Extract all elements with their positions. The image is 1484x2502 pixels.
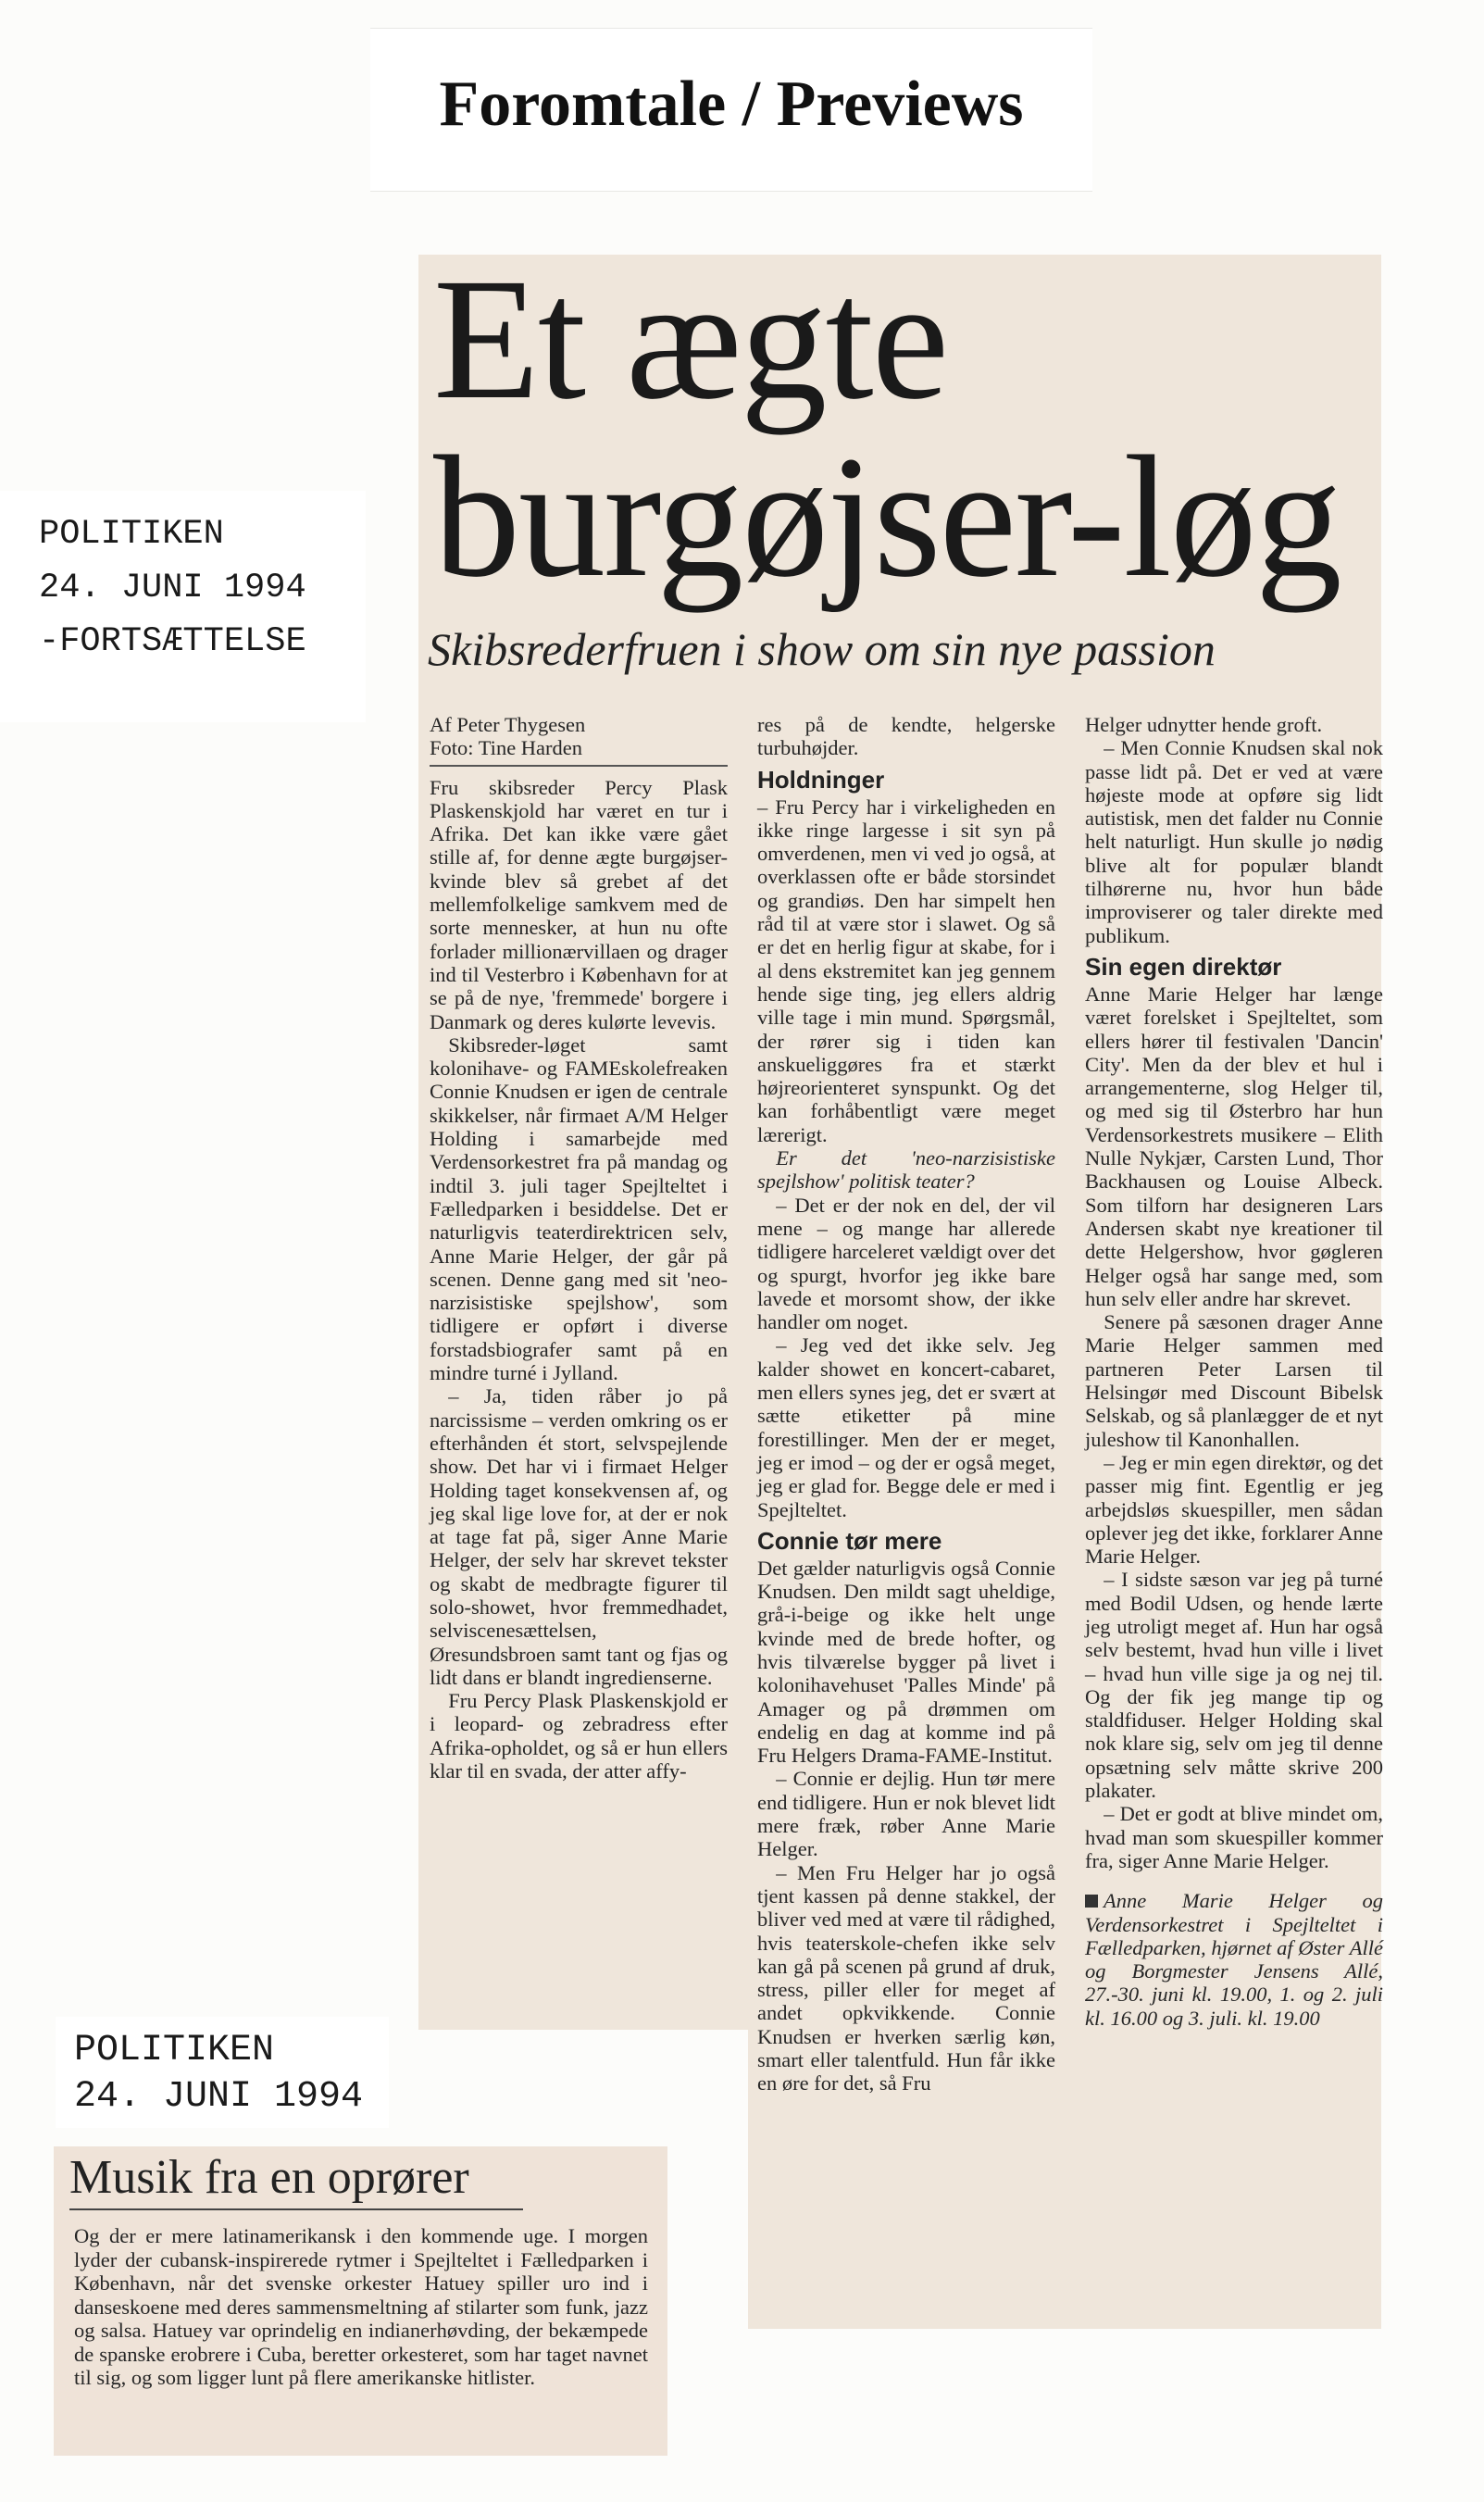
event-notice-text: Anne Marie Helger og Verdensorkestret i Spejlteltet i Fælledparken, hjørnet af Øster Allé og Borgmester Jensens Allé, 27.-30. juni kl. 19.00, 1. og 2. juli kl. 16.00 og 3. juli. kl. 19.00	[1085, 1889, 1383, 2030]
paragraph: Anne Marie Helger har længe været forelsket i Spejlteltet, som ellers hører til festivalen 'Dancin' City'. Men da der blev et hul i arrangementerne, slog Helger til, og med sig til Østerbro har hun Verdensorkestrets musikere – Elith Nulle Nykjær, Carsten Lund, Thor Backhausen og Louise Albeck. Som tilforn har designeren Lars Andersen skabt nye kreationer til dette Helgershow, hvor gøgleren Helger også har sange med, som hun selv eller andre har skrevet.	[1085, 982, 1383, 1310]
stamp-publication: POLITIKEN	[39, 515, 224, 554]
event-notice	[1085, 1889, 1383, 2030]
byline: Af Peter Thygesen	[430, 713, 586, 736]
paragraph: – Det er godt at blive mindet om, hvad man som skuespiller kommer fra, siger Anne Marie Helger.	[1085, 1802, 1383, 1872]
interview-question: Er det 'neo-narzisistiske spejlshow' politisk teater?	[757, 1146, 1055, 1194]
source-stamp-bottom	[56, 2017, 389, 2128]
stamp-date: 24. JUNI 1994	[74, 2076, 364, 2118]
photo-credit: Foto: Tine Harden	[430, 736, 583, 760]
paragraph: – I sidste sæson var jeg på turné med Bodil Udsen, og hende lærte jeg utroligt meget af. Hun har også selv bestemt, hvad hun ville i livet – hvad hun ville sige ja og nej til. Og der fik jeg mange tip og staldfiduser. Helger Holding skal nok klare sig, selv om jeg til denne opsætning selv måtte skrive 200 plakater.	[1085, 1568, 1383, 1803]
article-column-3	[1085, 713, 1383, 2030]
crosshead: Sin egen direktør	[1085, 952, 1282, 981]
paragraph: Helger udnytter hende groft.	[1085, 713, 1323, 736]
paragraph: – Fru Percy har i virkeligheden en ikke ringe largesse i sit syn på omverdenen, men vi ved jo også, at overklassen ofte er både storsindet og grandiøs. Den har simpelt hen råd til at være stor i slawet. Og så er det en herlig figur at skabe, for i al dens ekstremitet kan jeg gennem hende sige ting, jeg ellers aldrig ville tage i min mund. Spørgsmål, der rører sig i tiden kan anskueliggøres fra et stærkt højreorienteret synspunkt. Og det kan forhåbentligt være meget lærerigt.	[757, 794, 1055, 1146]
headline-line-2: burgøjser-løg	[433, 419, 1341, 613]
paragraph: – Jeg ved det ikke selv. Jeg kalder showet en koncert-cabaret, men ellers synes jeg, det er svært at sætte etiketter på mine forestillinger. Men der er meget, jeg er imod – og der er også meget, jeg er glad for. Begge dele er med i Spejlteltet.	[757, 1333, 1055, 1521]
byline-divider	[430, 765, 728, 767]
stamp-continuation: -FORTSÆTTELSE	[39, 622, 306, 661]
paragraph: – Connie er dejlig. Hun tør mere end tidligere. Hun er nok blevet lidt mere fræk, røber Anne Marie Helger.	[757, 1767, 1055, 1861]
paragraph: res på de kendte, helgerske turbuhøjder.	[757, 713, 1055, 760]
paragraph: Fru skibsreder Percy Plask Plaskenskjold har været en tur i Afrika. Det kan ikke være gået stille af, for denne ægte burgøjser-kvinde blev så grebet af det mellemfolkelige samkvem med de sorte mennesker, at hun nu ofte forlader millionærvillaen og drager ind til Vesterbro i København for at se på de nye, 'fremmede' borgere i Danmark og deres kulørte levevis.	[430, 775, 728, 1033]
article-column-2	[757, 713, 1055, 2095]
page-header: Foromtale / Previews	[439, 69, 1024, 140]
paragraph: – Ja, tiden råber jo på narcissisme – verden omkring os er efterhånden ét stort, selvspejlende show. Det har vi i firmaet Helger Holding taget konsekvensen af, og jeg skal lige love for, at der er nok at tage fat på, siger Anne Marie Helger, der selv har skrevet tekster og skabt de medbragte figurer til solo-showet, hvor fremmedhadet, selviscenesættelsen, Øresundsbroen samt tant og fjas og lidt dans er blandt ingredienserne.	[430, 1384, 728, 1689]
paragraph: – Men Fru Helger har jo også tjent kassen på denne stakkel, der bliver ved med at være til rådighed, hvis teaterskole-chefen ikke selv kan gå på scenen på grund af druk, stress, piller eller for meget af andet opkvikkende. Connie Knudsen er hverken særlig køn, smart eller talentfuld. Hun får ikke en øre for det, så Fru	[757, 1860, 1055, 2095]
article-column-1	[430, 713, 728, 1783]
crosshead: Holdninger	[757, 765, 885, 794]
paragraph: Senere på sæsonen drager Anne Marie Helger sammen med partneren Peter Larsen til Helsingør med Discount Bibelsk Selskab, og så planlægger de et nyt juleshow til Kanonhallen.	[1085, 1310, 1383, 1451]
paragraph: Det gælder naturligvis også Connie Knudsen. Den mildt sagt uheldige, grå-i-beige og ikke helt unge kvinde med de brede hofter, og hvis tilværelse bygger på livet i kolonihavehuset 'Palles Minde' på Amager og på drømmen om endelig en dag at komme ind på Fru Helgers Drama-FAME-Institut.	[757, 1556, 1055, 1768]
stamp-publication: POLITIKEN	[74, 2030, 275, 2071]
article-subheadline: Skibsrederfruen i show om sin nye passion	[428, 623, 1216, 675]
paragraph: – Jeg er min egen direktør, og det passer mig fint. Egentlig er jeg arbejdsløs skuespiller, men sådan oplever jeg det ikke, forklarer Anne Marie Helger.	[1085, 1450, 1383, 1569]
headline-line-1: Et ægte	[433, 242, 948, 435]
paragraph: Skibsreder-løget samt kolonihave- og FAMEskolefreaken Connie Knudsen er igen de centrale skikkelser, når firmaet A/M Helger Holding i samarbejde med Verdensorkestret fra på mandag og indtil 3. juli tager Spejlteltet i Fælledparken i besiddelse. Det er naturligvis teaterdirektricen selv, Anne Marie Helger, der går på scenen. Denne gang med sit 'neo-narzisistiske spejlshow', som tidligere er opført i diverse forstadsbiografer samt på en mindre turné i Jylland.	[430, 1032, 728, 1385]
stamp-date: 24. JUNI 1994	[39, 569, 306, 607]
paragraph: Fru Percy Plask Plaskenskjold er i leopard- og zebradress efter Afrika-opholdet, og så er hun ellers klar til en svada, der atter affy-	[430, 1689, 728, 1783]
article-headline	[433, 242, 1368, 613]
source-stamp-top	[0, 491, 366, 722]
paragraph: – Men Connie Knudsen skal nok passe lidt på. Det er ved at være højeste mode at opføre sig lidt autistisk, men det falder nu Connie helt naturligt. Hun skulle jo nødig blive alt for populær blandt tilhørerne nu, hvor hun både improviserer og taler direkte med publikum.	[1085, 736, 1383, 947]
paragraph: – Det er der nok en del, der vil mene – og mange har allerede tidligere harceleret vældigt over det og spurgt, hvorfor jeg ikke bare lavede et morsomt show, der ikke handler om noget.	[757, 1193, 1055, 1334]
square-bullet-icon	[1085, 1895, 1098, 1908]
crosshead: Connie tør mere	[757, 1526, 942, 1555]
brief-text: Og der er mere latinamerikansk i den kommende uge. I morgen lyder der cubansk-inspirerede rytmer i Spejlteltet i Fælledparken i København, når det svenske orkester Hatuey spiller uro ind i danseskoene med deres sammensmeltning af stilarter som funk, jazz og salsa. Hatuey var oprindelig en indianerhøvding, der bekæmpede de spanske erobrere i Cuba, beretter orkesteret, som har taget navnet til sig, og som ligger lunt på flere amerikanske hitlister.	[74, 2224, 648, 2389]
brief-title: Musik fra en oprører	[69, 2150, 523, 2210]
